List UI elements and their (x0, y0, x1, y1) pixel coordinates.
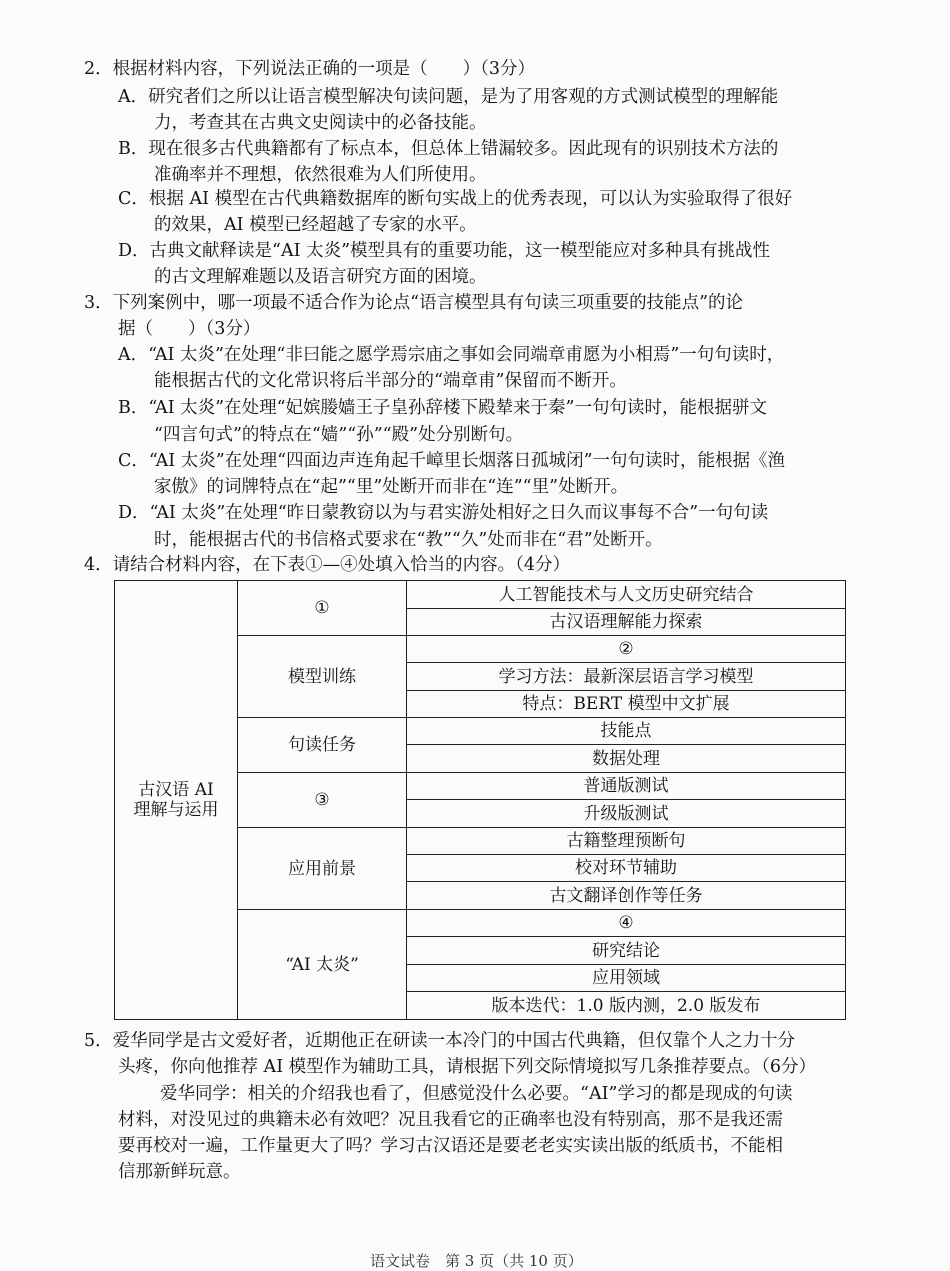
q5-dialogue-line1: 爱华同学：相关的介绍我也看了，但感觉没什么必要。“AI”学习的都是现成的句读 (160, 1084, 793, 1104)
table-cell: 学习方法：最新深层语言学习模型 (407, 663, 846, 691)
q2-option-b: B．现在很多古代典籍都有了标点本，但总体上错漏较多。因此现有的识别技术方法的 (118, 139, 779, 159)
q3-option-a: A．“AI 太炎”在处理“非曰能之愿学焉宗庙之事如会同端章甫愿为小相焉”一句句读时， (118, 345, 785, 365)
table-cell: 升级版测试 (407, 800, 846, 828)
q5-stem-cont: 头疼，你向他推荐 AI 模型作为辅助工具，请根据下列交际情境拟写几条推荐要点。（6分） (118, 1057, 817, 1077)
table-cell: 应用领域 (407, 965, 846, 992)
q2-option-d-cont: 的古文理解难题以及语言研究方面的困境。 (154, 267, 487, 287)
table-root-line1: 古汉语 AI (138, 780, 214, 800)
table-cell: 校对环节辅助 (407, 855, 846, 882)
table-blank-2: ② (407, 636, 846, 663)
table-cell: 版本迭代：1.0 版内测，2.0 版发布 (407, 992, 846, 1020)
table-cell: 研究结论 (407, 937, 846, 965)
q3-option-b-cont: “四言句式”的特点在“嫱”“孙”“殿”处分别断句。 (154, 425, 524, 445)
q3-stem: 3．下列案例中，哪一项最不适合作为论点“语言模型具有句读三项重要的技能点”的论 (84, 293, 744, 313)
table-group-4: ③ (238, 773, 407, 828)
q3-option-c-cont: 家傲》的词牌特点在“起”“里”处断开而非在“连”“里”处断开。 (154, 477, 629, 497)
q3-option-d: D．“AI 太炎”在处理“昨日蒙教窃以为与君实游处相好之日久而议事每不合”一句句读 (118, 503, 769, 523)
q4-fill-table (114, 580, 846, 1020)
q2-option-c-cont: 的效果，AI 模型已经超越了专家的水平。 (154, 215, 477, 235)
table-root-line2: 理解与运用 (133, 800, 219, 820)
q5-dialogue-line2: 材料，对没见过的典籍未必有效吧？况且我看它的正确率也没有特别高，那不是我还需 (118, 1110, 783, 1130)
q3-option-c: C．“AI 太炎”在处理“四面边声连角起千嶂里长烟落日孤城闭”一句句读时，能根据《渔 (118, 451, 786, 471)
table-cell: 技能点 (407, 718, 846, 745)
q2-option-c: C．根据 AI 模型在古代典籍数据库的断句实战上的优秀表现，可以认为实验取得了很好 (118, 189, 793, 209)
table-group-6: “AI 太炎” (238, 910, 407, 1020)
table-cell: 人工智能技术与人文历史研究结合 (407, 581, 846, 609)
q2-option-d: D．古典文献释读是“AI 太炎”模型具有的重要功能，这一模型能应对多种具有挑战性 (118, 241, 771, 261)
table-cell: 特点：BERT 模型中文扩展 (407, 691, 846, 718)
q5-dialogue-line3: 要再校对一遍，工作量更大了吗？学习古汉语还是要老老实实读出版的纸质书，不能相 (118, 1136, 783, 1156)
q3-stem-cont: 据（ ）（3分） (118, 319, 261, 339)
q5-stem: 5．爱华同学是古文爱好者，近期他正在研读一本冷门的中国古代典籍，但仅靠个人之力十分 (84, 1031, 796, 1051)
table-group-1: ① (238, 581, 407, 636)
table-blank-4: ④ (407, 910, 846, 937)
table-group-5: 应用前景 (238, 828, 407, 910)
q2-option-a-cont: 力，考查其在古典文史阅读中的必备技能。 (154, 113, 487, 133)
table-group-2: 模型训练 (238, 636, 407, 718)
table-root-cell (115, 581, 238, 1020)
q2-option-b-cont: 准确率并不理想，依然很难为人们所使用。 (154, 165, 487, 185)
q5-dialogue-line4: 信那新鲜玩意。 (118, 1162, 241, 1182)
q3-option-a-cont: 能根据古代的文化常识将后半部分的“端章甫”保留而不断开。 (154, 371, 627, 391)
q2-stem: 2．根据材料内容，下列说法正确的一项是（ ）（3分） (84, 59, 536, 79)
q4-stem: 4．请结合材料内容，在下表①—④处填入恰当的内容。（4分） (84, 555, 571, 575)
table-cell: 普通版测试 (407, 773, 846, 800)
q2-option-a: A．研究者们之所以让语言模型解决句读问题，是为了用客观的方式测试模型的理解能 (118, 87, 779, 107)
table-cell: 数据处理 (407, 745, 846, 773)
q3-option-b: B．“AI 太炎”在处理“妃嫔媵嫱王子皇孙辞楼下殿辇来于秦”一句句读时，能根据骈文 (118, 398, 768, 418)
table-group-3: 句读任务 (238, 718, 407, 773)
table-cell: 古文翻译创作等任务 (407, 882, 846, 910)
page-footer: 语文试卷 第 3 页（共 10 页） (370, 1252, 583, 1270)
table-cell: 古汉语理解能力探索 (407, 609, 846, 636)
q3-option-d-cont: 时，能根据古代的书信格式要求在“教”“久”处而非在“君”处断开。 (154, 530, 663, 550)
table-cell: 古籍整理预断句 (407, 828, 846, 855)
